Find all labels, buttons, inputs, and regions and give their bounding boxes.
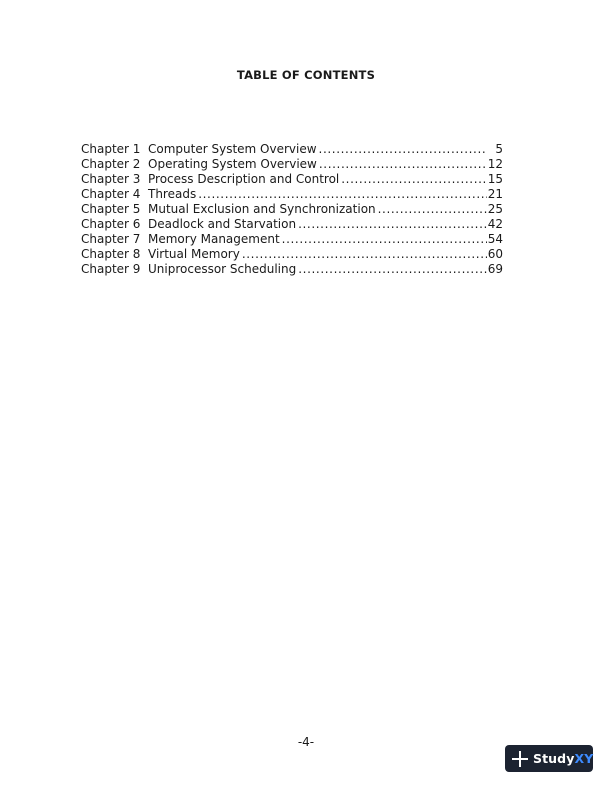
toc-leader-dots: [282, 232, 487, 247]
toc-page-number: 12: [487, 157, 503, 171]
toc-leader-dots: [378, 202, 487, 217]
toc-page-number: 60: [487, 247, 503, 261]
toc-page-number: 5: [495, 142, 503, 156]
toc-leader-dots: [242, 247, 487, 262]
toc-page-number: 69: [487, 262, 503, 276]
toc-chapter-title: Uniprocessor Scheduling: [148, 262, 297, 276]
toc-chapter-label: Chapter 9: [81, 262, 141, 276]
toc-title: TABLE OF CONTENTS: [236, 68, 376, 82]
toc-chapter-label: Chapter 3: [81, 172, 141, 186]
toc-page-number: 15: [487, 172, 503, 186]
toc-chapter-label: Chapter 1: [81, 142, 141, 156]
toc-leader-dots: [198, 187, 487, 202]
toc-chapter-label: Chapter 7: [81, 232, 141, 246]
toc-chapter-label: Chapter 2: [81, 157, 141, 171]
toc-chapter-title: Threads: [148, 187, 197, 201]
toc-chapter-label: Chapter 5: [81, 202, 141, 216]
toc-chapter-label: Chapter 8: [81, 247, 141, 261]
toc-chapter-title: Process Description and Control: [148, 172, 340, 186]
badge-brand: [533, 751, 593, 766]
toc-entry[interactable]: [81, 232, 503, 247]
plus-icon: [512, 751, 528, 767]
toc-entry[interactable]: [81, 247, 503, 262]
toc-entry[interactable]: [81, 202, 503, 217]
toc-entry[interactable]: [81, 142, 503, 157]
toc-chapter-label: Chapter 6: [81, 217, 141, 231]
toc-chapter-title: Mutual Exclusion and Synchronization: [148, 202, 376, 216]
toc-chapter-title: Memory Management: [148, 232, 280, 246]
toc-entry[interactable]: [81, 262, 503, 277]
toc-leader-dots: [341, 172, 487, 187]
toc-entry[interactable]: [81, 187, 503, 202]
toc-chapter-title: Virtual Memory: [148, 247, 240, 261]
toc-page-number: 21: [487, 187, 503, 201]
toc-chapter-label: Chapter 4: [81, 187, 141, 201]
toc-chapter-title: Computer System Overview: [148, 142, 317, 156]
toc-list: [81, 142, 503, 277]
studyxy-badge[interactable]: [505, 745, 593, 772]
toc-leader-dots: [319, 157, 487, 172]
toc-entry[interactable]: [81, 157, 503, 172]
toc-entry[interactable]: [81, 217, 503, 232]
page-number: -4-: [297, 735, 315, 749]
toc-page-number: 54: [487, 232, 503, 246]
toc-page-number: 42: [487, 217, 503, 231]
toc-leader-dots: [298, 262, 487, 277]
toc-chapter-title: Deadlock and Starvation: [148, 217, 297, 231]
toc-page-number: 25: [487, 202, 503, 216]
toc-entry[interactable]: [81, 172, 503, 187]
toc-leader-dots: [298, 217, 487, 232]
toc-chapter-title: Operating System Overview: [148, 157, 317, 171]
badge-brand-main: Study: [533, 751, 575, 766]
toc-leader-dots: [319, 142, 487, 157]
badge-brand-accent: XY: [574, 751, 594, 766]
